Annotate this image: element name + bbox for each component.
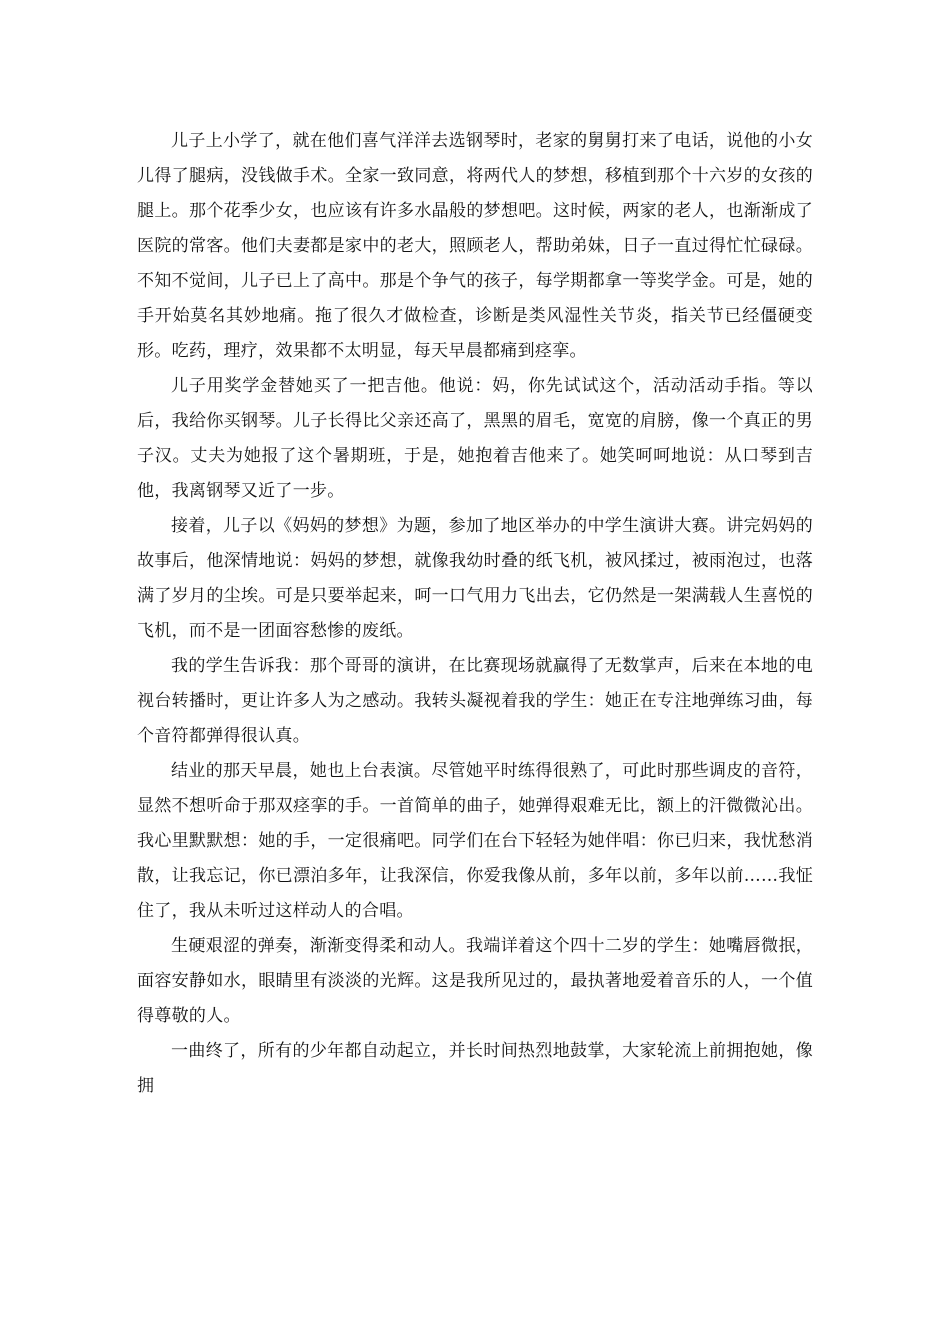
paragraph: 接着，儿子以《妈妈的梦想》为题，参加了地区举办的中学生演讲大赛。讲完妈妈的故事后，他深情地说：妈妈的梦想，就像我幼时叠的纸飞机，被风揉过，被雨泡过，也落满了岁月的尘埃。可是只要举起来，呵一口气用力飞出去，它仍然是一架满载人生喜悦的飞机，而不是一团面容愁惨的废纸。: [137, 516, 813, 641]
paragraph: 儿子上小学了，就在他们喜气洋洋去选钢琴时，老家的舅舅打来了电话，说他的小女儿得了腿病，没钱做手术。全家一致同意，将两代人的梦想，移植到那个十六岁的女孩的腿上。那个花季少女，也应该有许多水晶般的梦想吧。这时候，两家的老人，也渐渐成了医院的常客。他们夫妻都是家中的老大，照顾老人，帮助弟妹，日子一直过得忙忙碌碌。不知不觉间，儿子已上了高中。那是个争气的孩子，每学期都拿一等奖学金。可是，她的手开始莫名其妙地痛。拖了很久才做检查，诊断是类风湿性关节炎，指关节已经僵硬变形。吃药，理疗，效果都不太明显，每天早晨都痛到痉挛。: [137, 131, 813, 361]
paragraph: 儿子用奖学金替她买了一把吉他。他说：妈，你先试试这个，活动活动手指。等以后，我给你买钢琴。儿子长得比父亲还高了，黑黑的眉毛，宽宽的肩膀，像一个真正的男子汉。丈夫为她报了这个暑期班，于是，她抱着吉他来了。她笑呵呵地说：从口琴到吉他，我离钢琴又近了一步。: [137, 376, 813, 501]
paragraph: 我的学生告诉我：那个哥哥的演讲，在比赛现场就赢得了无数掌声，后来在本地的电视台转播时，更让许多人为之感动。我转头凝视着我的学生：她正在专注地弹练习曲，每个音符都弹得很认真。: [137, 656, 813, 746]
paragraph: 生硬艰涩的弹奏，渐渐变得柔和动人。我端详着这个四十二岁的学生：她嘴唇微抿，面容安静如水，眼睛里有淡淡的光辉。这是我所见过的，最执著地爱着音乐的人，一个值得尊敬的人。: [137, 936, 813, 1026]
paragraph: 结业的那天早晨，她也上台表演。尽管她平时练得很熟了，可此时那些调皮的音符，显然不想听命于那双痉挛的手。一首简单的曲子，她弹得艰难无比，额上的汗微微沁出。我心里默默想：她的手，一定很痛吧。同学们在台下轻轻为她伴唱：你已归来，我忧愁消散，让我忘记，你已漂泊多年，让我深信，你爱我像从前，多年以前，多年以前……我怔住了，我从未听过这样动人的合唱。: [137, 761, 813, 921]
paragraph: 一曲终了，所有的少年都自动起立，并长时间热烈地鼓掌，大家轮流上前拥抱她，像拥: [137, 1041, 813, 1096]
document-body: [137, 124, 813, 1104]
